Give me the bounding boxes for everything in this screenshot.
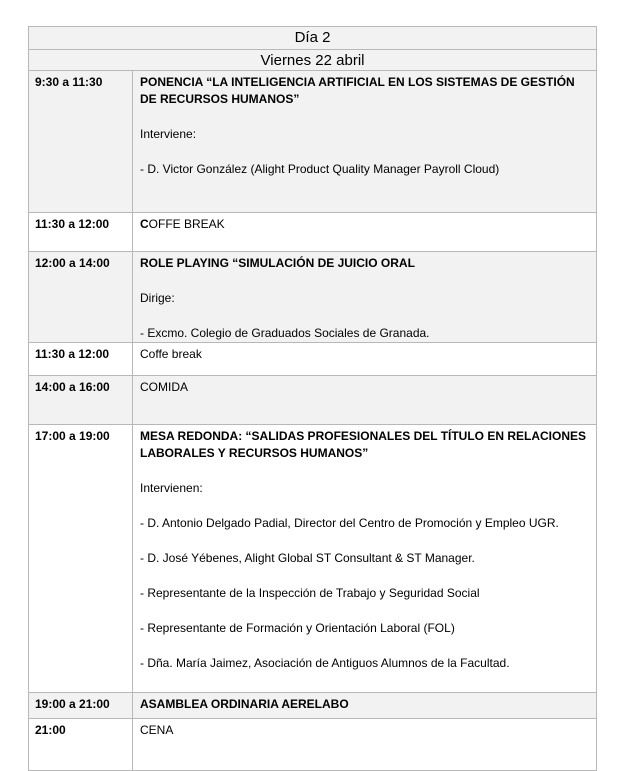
content-cell bbox=[133, 376, 597, 425]
content-cell bbox=[133, 693, 597, 719]
session-line: - D. Victor González (Alight Product Quality Manager Payroll Cloud) bbox=[140, 162, 500, 176]
content-cell bbox=[133, 213, 597, 252]
content-cell bbox=[133, 719, 597, 771]
session-line: Interviene: bbox=[140, 127, 197, 141]
time-label: 11:30 a 12:00 bbox=[35, 217, 110, 231]
time-cell bbox=[29, 693, 133, 719]
schedule-row bbox=[29, 252, 597, 343]
session-text bbox=[140, 216, 590, 233]
time-cell bbox=[29, 425, 133, 693]
time-cell bbox=[29, 343, 133, 376]
session-text-rest: OFFE BREAK bbox=[148, 217, 225, 231]
session-text-bold: C bbox=[140, 217, 149, 231]
session-line: - D. Antonio Delgado Padial, Director del Centro de Promoción y Empleo UGR. bbox=[140, 516, 559, 530]
time-label: 19:00 a 21:00 bbox=[35, 697, 110, 711]
time-cell bbox=[29, 376, 133, 425]
day-header-row bbox=[29, 27, 597, 50]
time-label: 14:00 a 16:00 bbox=[35, 380, 110, 394]
time-cell bbox=[29, 252, 133, 343]
schedule-row bbox=[29, 213, 597, 252]
session-line: - D. José Yébenes, Alight Global ST Consultant & ST Manager. bbox=[140, 551, 475, 565]
session-line: - Excmo. Colegio de Graduados Sociales de Granada. bbox=[140, 326, 430, 340]
time-label: 17:00 a 19:00 bbox=[35, 429, 110, 443]
schedule-row bbox=[29, 376, 597, 425]
session-text: CENA bbox=[140, 723, 174, 737]
date-header-row bbox=[29, 50, 597, 71]
time-label: 9:30 a 11:30 bbox=[35, 75, 103, 89]
session-title: MESA REDONDA: “SALIDAS PROFESIONALES DEL TÍTULO EN RELACIONES LABORALES Y RECURSOS HUMANOS” bbox=[140, 429, 587, 460]
schedule-table bbox=[28, 26, 597, 771]
session-line: - Dña. María Jaimez, Asociación de Antiguos Alumnos de la Facultad. bbox=[140, 656, 510, 670]
schedule-row bbox=[29, 693, 597, 719]
time-cell bbox=[29, 213, 133, 252]
session-title: PONENCIA “LA INTELIGENCIA ARTIFICIAL EN LOS SISTEMAS DE GESTIÓN DE RECURSOS HUMANOS” bbox=[140, 75, 575, 106]
session-text: Coffe break bbox=[140, 347, 202, 361]
content-cell bbox=[133, 343, 597, 376]
time-cell bbox=[29, 719, 133, 771]
session-line: - Representante de la Inspección de Trabajo y Seguridad Social bbox=[140, 586, 480, 600]
session-title: ROLE PLAYING “SIMULACIÓN DE JUICIO ORAL bbox=[140, 256, 415, 270]
date-title: Viernes 22 abril bbox=[29, 50, 597, 71]
schedule-row bbox=[29, 71, 597, 213]
time-label: 12:00 a 14:00 bbox=[35, 256, 110, 270]
session-title: ASAMBLEA ORDINARIA AERELABO bbox=[140, 697, 349, 711]
time-cell bbox=[29, 71, 133, 213]
content-cell bbox=[133, 425, 597, 693]
content-cell bbox=[133, 252, 597, 343]
session-line: Dirige: bbox=[140, 291, 175, 305]
schedule-row bbox=[29, 343, 597, 376]
session-line: Intervienen: bbox=[140, 481, 203, 495]
day-title: Día 2 bbox=[29, 27, 597, 50]
schedule-row bbox=[29, 425, 597, 693]
time-label: 11:30 a 12:00 bbox=[35, 347, 110, 361]
session-text: COMIDA bbox=[140, 380, 188, 394]
time-label: 21:00 bbox=[35, 723, 66, 737]
session-line: - Representante de Formación y Orientación Laboral (FOL) bbox=[140, 621, 455, 635]
content-cell bbox=[133, 71, 597, 213]
schedule-row bbox=[29, 719, 597, 771]
